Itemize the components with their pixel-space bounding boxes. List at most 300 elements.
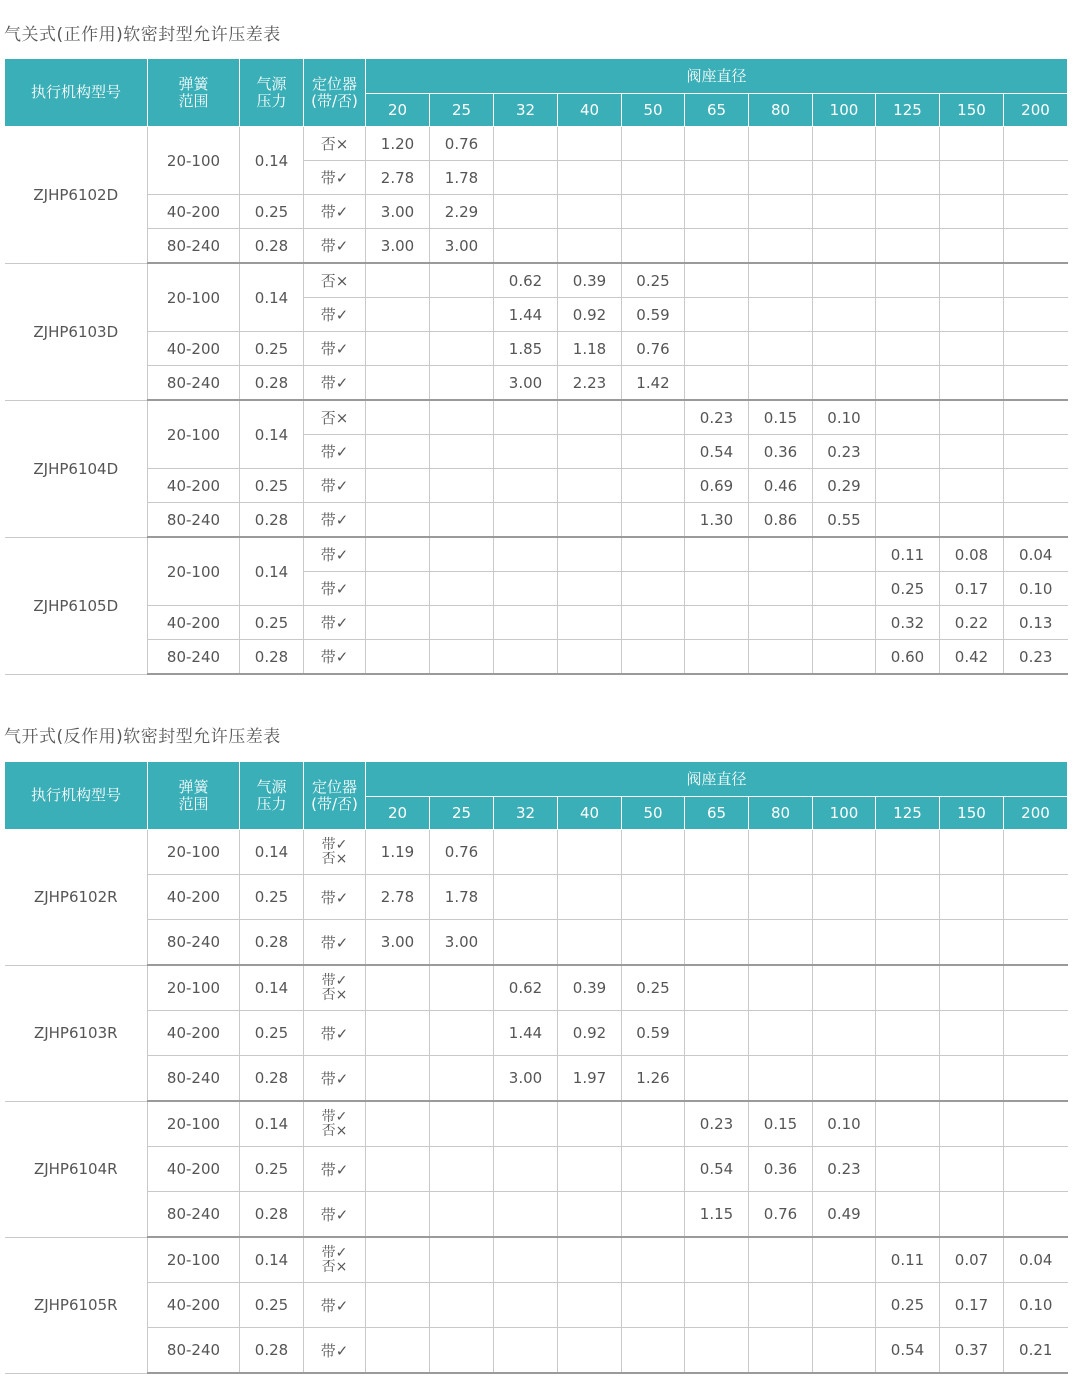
header-size-40: 40 xyxy=(558,797,622,830)
header-model: 执行机构型号 xyxy=(5,762,148,830)
empty-cell xyxy=(749,537,813,572)
pressure-value-cell: 0.22 xyxy=(940,606,1004,640)
empty-cell xyxy=(1004,965,1068,1011)
header-spring-line2: 范围 xyxy=(178,794,209,813)
empty-cell xyxy=(430,1056,494,1102)
empty-cell xyxy=(430,572,494,606)
positioner-value: 带✓ xyxy=(320,648,349,666)
empty-cell xyxy=(1004,195,1068,229)
pressure-value-cell: 0.39 xyxy=(558,263,622,298)
empty-cell xyxy=(622,830,685,875)
empty-cell xyxy=(430,1283,494,1328)
positioner-option: 否× xyxy=(321,986,348,1003)
empty-cell xyxy=(1004,298,1068,332)
empty-cell xyxy=(430,298,494,332)
air-pressure-cell: 0.14 xyxy=(240,537,304,606)
empty-cell xyxy=(558,435,622,469)
empty-cell xyxy=(430,1147,494,1192)
model-cell: ZJHP6103R xyxy=(5,965,148,1101)
empty-cell xyxy=(749,263,813,298)
positioner-cell xyxy=(304,1147,366,1192)
header-positioner xyxy=(304,762,366,830)
empty-cell xyxy=(430,400,494,435)
pressure-value-cell: 1.19 xyxy=(366,830,430,875)
spring-range-cell: 20-100 xyxy=(148,965,240,1011)
empty-cell xyxy=(366,537,430,572)
empty-cell xyxy=(558,875,622,920)
empty-cell xyxy=(940,435,1004,469)
header-size-25: 25 xyxy=(430,94,494,127)
air-pressure-cell: 0.28 xyxy=(240,229,304,264)
empty-cell xyxy=(685,1056,749,1102)
pressure-value-cell: 0.46 xyxy=(749,469,813,503)
empty-cell xyxy=(813,1011,876,1056)
empty-cell xyxy=(876,400,940,435)
empty-cell xyxy=(940,503,1004,538)
positioner-value: 带✓ xyxy=(320,443,349,461)
positioner-value: 带✓ xyxy=(320,1024,349,1043)
table-row xyxy=(5,537,1068,572)
empty-cell xyxy=(749,1283,813,1328)
empty-cell xyxy=(749,920,813,966)
header-row xyxy=(5,762,1068,797)
table-row xyxy=(5,1056,1068,1102)
empty-cell xyxy=(813,1056,876,1102)
positioner-cell xyxy=(304,1328,366,1374)
empty-cell xyxy=(494,229,558,264)
pressure-value-cell: 0.10 xyxy=(1004,1283,1068,1328)
empty-cell xyxy=(940,830,1004,875)
empty-cell xyxy=(813,298,876,332)
empty-cell xyxy=(749,606,813,640)
positioner-cell xyxy=(304,503,366,538)
empty-cell xyxy=(494,640,558,675)
table1-title: 气关式(正作用)软密封型允许压差表 xyxy=(4,25,281,45)
air-pressure-cell: 0.14 xyxy=(240,1101,304,1147)
pressure-value-cell: 3.00 xyxy=(430,920,494,966)
pressure-value-cell: 1.15 xyxy=(685,1192,749,1238)
empty-cell xyxy=(366,1011,430,1056)
empty-cell xyxy=(558,1147,622,1192)
pressure-value-cell: 0.21 xyxy=(1004,1328,1068,1374)
empty-cell xyxy=(622,1147,685,1192)
empty-cell xyxy=(685,366,749,401)
empty-cell xyxy=(1004,400,1068,435)
empty-cell xyxy=(685,195,749,229)
positioner-cell xyxy=(304,161,366,195)
empty-cell xyxy=(685,537,749,572)
pressure-value-cell: 0.76 xyxy=(430,127,494,161)
empty-cell xyxy=(876,298,940,332)
empty-cell xyxy=(494,435,558,469)
model-cell: ZJHP6102R xyxy=(5,830,148,966)
pressure-value-cell: 0.25 xyxy=(622,965,685,1011)
header-size-125: 125 xyxy=(876,94,940,127)
empty-cell xyxy=(813,127,876,161)
empty-cell xyxy=(622,195,685,229)
empty-cell xyxy=(558,640,622,675)
empty-cell xyxy=(749,366,813,401)
empty-cell xyxy=(685,830,749,875)
positioner-cell xyxy=(304,537,366,572)
header-size-150: 150 xyxy=(940,797,1004,830)
positioner-value: 带✓ xyxy=(320,580,349,598)
positioner-stack xyxy=(322,1246,348,1274)
empty-cell xyxy=(940,1147,1004,1192)
header-size-100: 100 xyxy=(813,94,876,127)
empty-cell xyxy=(940,875,1004,920)
table-row xyxy=(5,875,1068,920)
header-size-40: 40 xyxy=(558,94,622,127)
positioner-value: 带✓ xyxy=(320,933,349,952)
empty-cell xyxy=(494,503,558,538)
table-row xyxy=(5,229,1068,264)
air-pressure-cell: 0.25 xyxy=(240,1147,304,1192)
empty-cell xyxy=(494,537,558,572)
air-pressure-cell: 0.28 xyxy=(240,1328,304,1374)
positioner-value: 带✓ xyxy=(320,614,349,632)
empty-cell xyxy=(366,1328,430,1374)
positioner-cell xyxy=(304,1056,366,1102)
empty-cell xyxy=(366,298,430,332)
pressure-value-cell: 0.49 xyxy=(813,1192,876,1238)
spring-range-cell: 40-200 xyxy=(148,606,240,640)
empty-cell xyxy=(366,263,430,298)
pressure-value-cell: 3.00 xyxy=(494,366,558,401)
pressure-value-cell: 0.76 xyxy=(622,332,685,366)
empty-cell xyxy=(430,1237,494,1283)
empty-cell xyxy=(876,1192,940,1238)
pressure-value-cell: 1.44 xyxy=(494,298,558,332)
header-air-pressure xyxy=(240,59,304,127)
spring-range-cell: 20-100 xyxy=(148,830,240,875)
pressure-value-cell: 0.11 xyxy=(876,537,940,572)
table-row xyxy=(5,195,1068,229)
spring-range-cell: 40-200 xyxy=(148,469,240,503)
spring-range-cell: 20-100 xyxy=(148,127,240,195)
air-pressure-cell: 0.28 xyxy=(240,920,304,966)
empty-cell xyxy=(430,263,494,298)
pressure-value-cell: 3.00 xyxy=(366,195,430,229)
pressure-value-cell: 1.20 xyxy=(366,127,430,161)
table-row xyxy=(5,965,1068,1011)
empty-cell xyxy=(494,1283,558,1328)
positioner-value: 否× xyxy=(320,272,349,290)
empty-cell xyxy=(813,229,876,264)
empty-cell xyxy=(494,469,558,503)
pressure-value-cell: 0.76 xyxy=(749,1192,813,1238)
pressure-table-air-close xyxy=(4,58,1068,675)
empty-cell xyxy=(622,875,685,920)
empty-cell xyxy=(813,537,876,572)
empty-cell xyxy=(876,195,940,229)
empty-cell xyxy=(366,1101,430,1147)
empty-cell xyxy=(494,572,558,606)
pressure-value-cell: 2.78 xyxy=(366,875,430,920)
header-spring-range xyxy=(148,59,240,127)
header-model: 执行机构型号 xyxy=(5,59,148,127)
pressure-value-cell: 0.25 xyxy=(876,572,940,606)
positioner-value: 带✓ xyxy=(320,1069,349,1088)
pressure-value-cell: 0.04 xyxy=(1004,1237,1068,1283)
empty-cell xyxy=(622,503,685,538)
empty-cell xyxy=(622,572,685,606)
empty-cell xyxy=(685,161,749,195)
empty-cell xyxy=(558,400,622,435)
empty-cell xyxy=(940,965,1004,1011)
empty-cell xyxy=(685,332,749,366)
header-size-32: 32 xyxy=(494,797,558,830)
pressure-value-cell: 0.07 xyxy=(940,1237,1004,1283)
empty-cell xyxy=(876,127,940,161)
table-row xyxy=(5,606,1068,640)
empty-cell xyxy=(430,1011,494,1056)
empty-cell xyxy=(622,537,685,572)
empty-cell xyxy=(430,366,494,401)
table-row xyxy=(5,1101,1068,1147)
pressure-value-cell: 0.39 xyxy=(558,965,622,1011)
empty-cell xyxy=(876,332,940,366)
empty-cell xyxy=(494,1147,558,1192)
positioner-cell xyxy=(304,263,366,298)
empty-cell xyxy=(366,1147,430,1192)
empty-cell xyxy=(685,572,749,606)
spring-range-cell: 80-240 xyxy=(148,640,240,675)
empty-cell xyxy=(494,161,558,195)
pressure-value-cell: 0.10 xyxy=(813,1101,876,1147)
empty-cell xyxy=(813,965,876,1011)
empty-cell xyxy=(876,1147,940,1192)
pressure-value-cell: 0.59 xyxy=(622,1011,685,1056)
empty-cell xyxy=(749,830,813,875)
empty-cell xyxy=(940,332,1004,366)
pressure-value-cell: 0.55 xyxy=(813,503,876,538)
pressure-value-cell: 0.32 xyxy=(876,606,940,640)
table-row xyxy=(5,1192,1068,1238)
pressure-value-cell: 0.37 xyxy=(940,1328,1004,1374)
empty-cell xyxy=(940,1101,1004,1147)
positioner-cell xyxy=(304,332,366,366)
empty-cell xyxy=(558,830,622,875)
empty-cell xyxy=(494,1101,558,1147)
header-air-pressure xyxy=(240,762,304,830)
table-row xyxy=(5,400,1068,435)
positioner-value: 带✓ xyxy=(320,477,349,495)
spring-range-cell: 40-200 xyxy=(148,1011,240,1056)
pressure-value-cell: 0.15 xyxy=(749,400,813,435)
header-spring-line1: 弹簧 xyxy=(178,74,209,93)
positioner-value: 带✓ xyxy=(320,1160,349,1179)
empty-cell xyxy=(749,161,813,195)
positioner-value: 带✓ xyxy=(320,306,349,324)
pressure-value-cell: 1.18 xyxy=(558,332,622,366)
empty-cell xyxy=(813,195,876,229)
pressure-value-cell: 0.60 xyxy=(876,640,940,675)
positioner-stack xyxy=(322,1110,348,1138)
air-pressure-cell: 0.14 xyxy=(240,400,304,469)
spring-range-cell: 20-100 xyxy=(148,1237,240,1283)
pressure-value-cell: 2.78 xyxy=(366,161,430,195)
air-pressure-cell: 0.14 xyxy=(240,1237,304,1283)
pressure-value-cell: 1.30 xyxy=(685,503,749,538)
positioner-value: 带✓ xyxy=(320,169,349,187)
pressure-value-cell: 3.00 xyxy=(366,920,430,966)
empty-cell xyxy=(749,965,813,1011)
table-row xyxy=(5,640,1068,675)
spring-range-cell: 20-100 xyxy=(148,537,240,606)
model-cell: ZJHP6102D xyxy=(5,127,148,264)
positioner-value: 带✓ xyxy=(320,1205,349,1224)
empty-cell xyxy=(940,229,1004,264)
positioner-option: 带✓ xyxy=(321,1244,348,1261)
empty-cell xyxy=(813,830,876,875)
empty-cell xyxy=(558,1283,622,1328)
positioner-option: 否× xyxy=(321,850,348,867)
empty-cell xyxy=(940,127,1004,161)
empty-cell xyxy=(494,875,558,920)
positioner-cell xyxy=(304,875,366,920)
empty-cell xyxy=(366,606,430,640)
spring-range-cell: 80-240 xyxy=(148,366,240,401)
pressure-table-air-open xyxy=(4,761,1068,1374)
positioner-option: 否× xyxy=(321,1122,348,1139)
empty-cell xyxy=(1004,229,1068,264)
empty-cell xyxy=(1004,263,1068,298)
table-row xyxy=(5,127,1068,161)
positioner-cell xyxy=(304,469,366,503)
header-size-32: 32 xyxy=(494,94,558,127)
empty-cell xyxy=(366,1192,430,1238)
empty-cell xyxy=(558,606,622,640)
empty-cell xyxy=(876,435,940,469)
header-air-line1: 气源 xyxy=(256,777,287,796)
air-pressure-cell: 0.14 xyxy=(240,127,304,195)
empty-cell xyxy=(622,1283,685,1328)
empty-cell xyxy=(494,1237,558,1283)
positioner-stack xyxy=(322,974,348,1002)
empty-cell xyxy=(622,1328,685,1374)
empty-cell xyxy=(940,263,1004,298)
pressure-value-cell: 3.00 xyxy=(366,229,430,264)
empty-cell xyxy=(430,469,494,503)
empty-cell xyxy=(366,1237,430,1283)
positioner-cell xyxy=(304,606,366,640)
empty-cell xyxy=(1004,875,1068,920)
empty-cell xyxy=(430,332,494,366)
empty-cell xyxy=(749,572,813,606)
spring-range-cell: 20-100 xyxy=(148,1101,240,1147)
empty-cell xyxy=(494,606,558,640)
empty-cell xyxy=(813,1283,876,1328)
positioner-value: 带✓ xyxy=(320,374,349,392)
empty-cell xyxy=(1004,127,1068,161)
empty-cell xyxy=(366,503,430,538)
empty-cell xyxy=(366,366,430,401)
pressure-value-cell: 0.08 xyxy=(940,537,1004,572)
empty-cell xyxy=(1004,830,1068,875)
pressure-value-cell: 0.59 xyxy=(622,298,685,332)
empty-cell xyxy=(622,606,685,640)
empty-cell xyxy=(558,229,622,264)
pressure-value-cell: 1.42 xyxy=(622,366,685,401)
spring-range-cell: 80-240 xyxy=(148,229,240,264)
positioner-option: 带✓ xyxy=(321,1108,348,1125)
pressure-value-cell: 0.62 xyxy=(494,965,558,1011)
air-pressure-cell: 0.25 xyxy=(240,195,304,229)
empty-cell xyxy=(1004,1011,1068,1056)
empty-cell xyxy=(813,332,876,366)
empty-cell xyxy=(1004,1101,1068,1147)
header-size-80: 80 xyxy=(749,94,813,127)
pressure-value-cell: 1.78 xyxy=(430,161,494,195)
empty-cell xyxy=(876,965,940,1011)
header-positioner xyxy=(304,59,366,127)
pressure-value-cell: 1.97 xyxy=(558,1056,622,1102)
empty-cell xyxy=(494,1328,558,1374)
pressure-value-cell: 0.17 xyxy=(940,1283,1004,1328)
empty-cell xyxy=(622,920,685,966)
empty-cell xyxy=(622,1237,685,1283)
empty-cell xyxy=(558,127,622,161)
empty-cell xyxy=(685,1011,749,1056)
empty-cell xyxy=(749,1237,813,1283)
empty-cell xyxy=(940,366,1004,401)
header-size-125: 125 xyxy=(876,797,940,830)
pressure-value-cell: 0.86 xyxy=(749,503,813,538)
empty-cell xyxy=(430,640,494,675)
air-pressure-cell: 0.25 xyxy=(240,332,304,366)
empty-cell xyxy=(876,469,940,503)
empty-cell xyxy=(430,1192,494,1238)
empty-cell xyxy=(940,920,1004,966)
empty-cell xyxy=(813,640,876,675)
header-size-65: 65 xyxy=(685,94,749,127)
empty-cell xyxy=(876,229,940,264)
model-cell: ZJHP6105D xyxy=(5,537,148,674)
air-pressure-cell: 0.14 xyxy=(240,965,304,1011)
positioner-value: 带✓ xyxy=(320,546,349,564)
empty-cell xyxy=(622,640,685,675)
positioner-value: 带✓ xyxy=(320,888,349,907)
pressure-value-cell: 0.23 xyxy=(685,1101,749,1147)
empty-cell xyxy=(366,469,430,503)
header-size-200: 200 xyxy=(1004,797,1068,830)
pressure-value-cell: 1.44 xyxy=(494,1011,558,1056)
empty-cell xyxy=(366,965,430,1011)
table-row xyxy=(5,469,1068,503)
air-pressure-cell: 0.25 xyxy=(240,875,304,920)
empty-cell xyxy=(876,503,940,538)
pressure-value-cell: 0.13 xyxy=(1004,606,1068,640)
spring-range-cell: 40-200 xyxy=(148,875,240,920)
pressure-value-cell: 1.26 xyxy=(622,1056,685,1102)
header-size-50: 50 xyxy=(622,94,685,127)
air-pressure-cell: 0.28 xyxy=(240,1192,304,1238)
empty-cell xyxy=(430,1101,494,1147)
header-size-150: 150 xyxy=(940,94,1004,127)
empty-cell xyxy=(366,572,430,606)
empty-cell xyxy=(1004,1192,1068,1238)
empty-cell xyxy=(813,263,876,298)
positioner-value: 带✓ xyxy=(320,340,349,358)
pressure-value-cell: 0.54 xyxy=(685,435,749,469)
table-row xyxy=(5,366,1068,401)
empty-cell xyxy=(685,875,749,920)
pressure-value-cell: 0.62 xyxy=(494,263,558,298)
spring-range-cell: 40-200 xyxy=(148,1283,240,1328)
pressure-value-cell: 0.10 xyxy=(1004,572,1068,606)
pressure-value-cell: 0.04 xyxy=(1004,537,1068,572)
